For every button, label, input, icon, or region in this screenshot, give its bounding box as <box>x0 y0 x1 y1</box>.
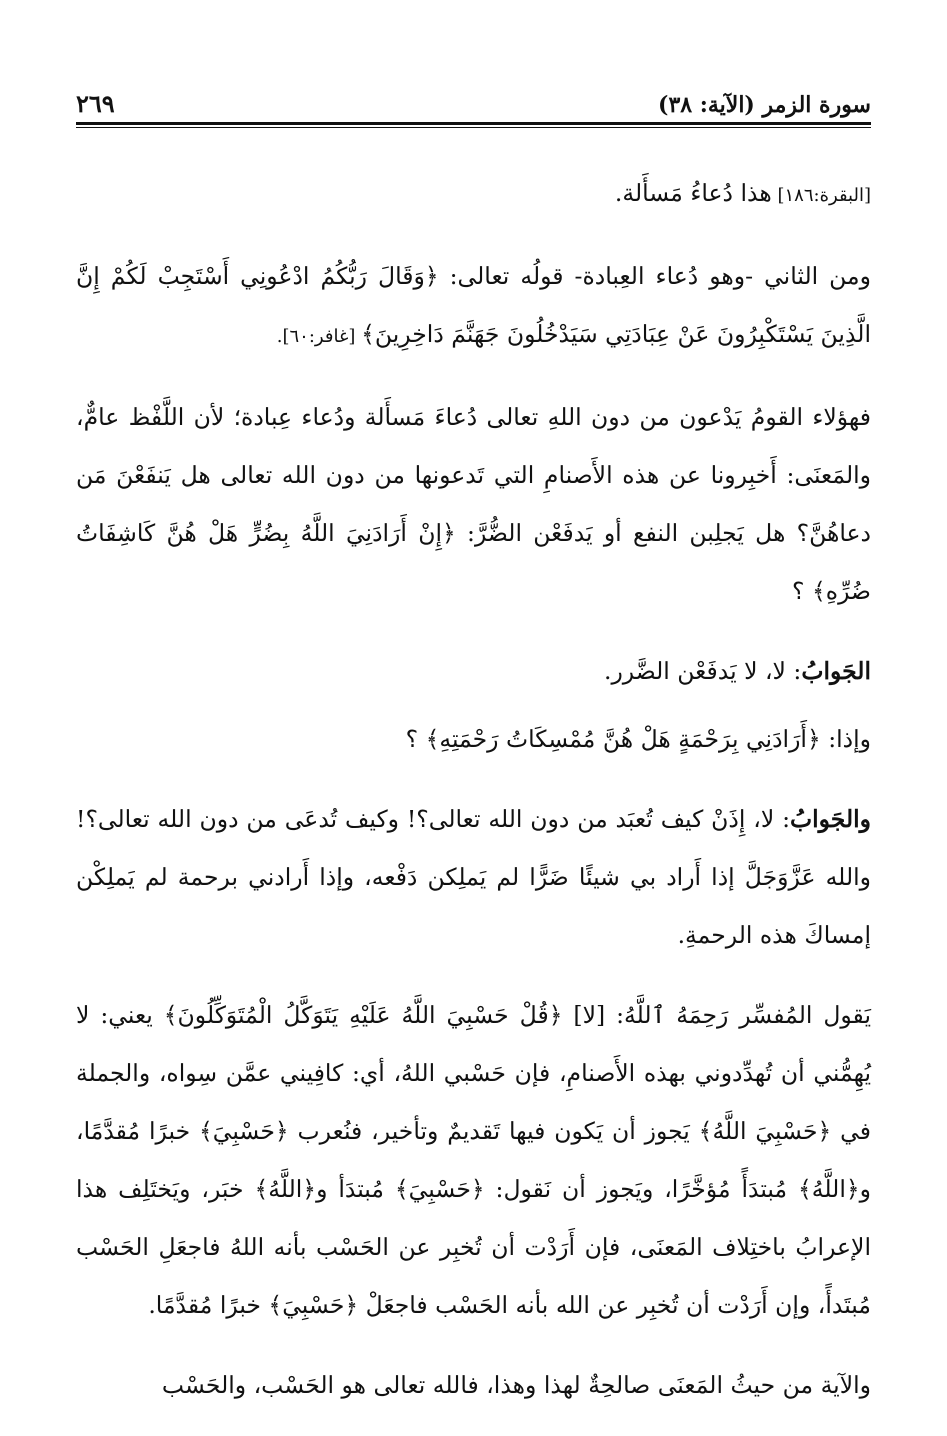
text-segment: مُبتدَأ و <box>316 1175 395 1203</box>
header-rule <box>76 122 871 128</box>
text-segment: هذا دُعاءُ مَسأَلة. <box>614 179 772 207</box>
book-page <box>76 80 871 1436</box>
paragraph-p8 <box>76 1356 871 1414</box>
text-segment: يعني: لا يُهِمُّني أن تُهدِّدوني بهذه الأَصنامِ، فإن حَسْبي اللهُ، أي: كافِيني عمَّن سِواه، والجملة في <box>76 1001 871 1145</box>
text-segment: يَقول المُفسِّر رَحِمَهُ ٱللَّهُ: [لا] <box>562 1001 871 1029</box>
bold-term: والجَوابُ <box>790 805 871 833</box>
paragraph-p4 <box>76 642 871 700</box>
text-segment: خبرًا مُقدَّمًا، و <box>76 1117 871 1203</box>
paragraph-p7 <box>76 986 871 1334</box>
quran-quote: ﴿حَسْبِيَ اللَّهُ﴾ <box>698 1117 832 1145</box>
surah-title: سورة الزمر (الآية: ٣٨) <box>658 92 871 118</box>
page-body <box>76 164 871 1414</box>
text-segment: : لا، إِذَنْ كيف تُعبَد من دون الله تعالى؟! وكيف تُدعَى من دون الله تعالى؟! والله عَزَّوَجَلَّ إذا أَراد بي شيئًا ضَرًّا لم يَملِكن دَفْعه، وإذا أَرادني برحمة لم يَملِكْن إمساكَ هذه الرحمةِ. <box>76 805 871 949</box>
running-header <box>76 80 871 118</box>
paragraph-p6 <box>76 790 871 964</box>
text-segment: وإذا: <box>820 725 871 753</box>
text-segment: خبَر، ويَختَلِف هذا الإعرابُ باختِلاف المَعنَى، فإن أَرَدْت أن تُخبِر عن الحَسْب بأنه اللهُ فاجعَلِ الحَسْب مُبتَدأً، وإن أَرَدْت أن تُخبِر عن الله بأنه الحَسْب فاجعَلْ <box>76 1175 871 1319</box>
quran-quote: ﴿قُلْ حَسْبِيَ اللَّهُ عَلَيْهِ يَتَوَكَّلُ الْمُتَوَكِّلُونَ﴾ <box>163 1001 563 1029</box>
verse-reference: [غافر:٦٠]. <box>276 326 362 347</box>
quran-quote: ﴿أَرَادَنِي بِرَحْمَةٍ هَلْ هُنَّ مُمْسِكَاتُ رَحْمَتِهِ﴾ <box>425 725 821 753</box>
paragraph-p5 <box>76 710 871 768</box>
quran-quote: ﴿حَسْبِيَ﴾ <box>198 1117 289 1145</box>
quran-quote: ﴿اللَّهُ﴾ <box>798 1175 860 1203</box>
quran-quote: ﴿اللَّهُ﴾ <box>254 1175 317 1203</box>
text-segment: ؟ <box>792 577 812 605</box>
quran-quote: ﴿حَسْبِيَ﴾ <box>268 1291 359 1319</box>
text-segment: ومن الثاني -وهو دُعاء العِبادة- قولُه تعالى: <box>438 262 871 290</box>
text-segment: والآية من حيثُ المَعنَى صالحِةٌ لهذا وهذا، فالله تعالى هو الحَسْب، والحَسْب <box>161 1371 871 1399</box>
paragraph-p1 <box>76 164 871 225</box>
paragraph-p3 <box>76 388 871 620</box>
text-segment: فهؤلاء القومُ يَدْعون من دون اللهِ تعالى دُعاءَ مَسأَلة ودُعاء عِبادة؛ لأن اللَّفْظ عامٌّ، والمَعنَى: أَخبِرونا عن هذه الأَصنامِ التي تَدعونها من دون الله تعالى هل يَنفَعْنَ مَن دعاهُنَّ؟ هل يَجلِبن النفع أو يَدفَعْن الضُّرَّ: <box>76 403 871 547</box>
quran-quote: ﴿إِنْ أَرَادَنِيَ اللَّهُ بِضُرٍّ هَلْ هُنَّ كَاشِفَاتُ ضُرِّهِ﴾ <box>76 519 871 605</box>
text-segment: خبرًا مُقدَّمًا. <box>148 1291 269 1319</box>
text-segment: يَجوز أن يَكون فيها تَقديمٌ وتأخير، فنُعرب <box>288 1117 699 1145</box>
page-number: ٢٦٩ <box>76 89 115 118</box>
verse-reference: [البقرة:١٨٦] <box>771 185 871 206</box>
quran-quote: ﴿وَقَالَ رَبُّكُمُ ادْعُونِي أَسْتَجِبْ لَكُمْ إِنَّ الَّذِينَ يَسْتَكْبِرُونَ عَنْ عِبَادَتِي سَيَدْخُلُونَ جَهَنَّمَ دَاخِرِينَ﴾ <box>76 262 871 348</box>
text-segment: : لا، لا يَدفَعْن الضَّرر. <box>603 657 802 685</box>
text-segment: مُبتدَأً مُؤخَّرًا، ويَجوز أن نَقول: <box>484 1175 799 1203</box>
paragraph-p2 <box>76 247 871 366</box>
text-segment: ؟ <box>405 725 426 753</box>
bold-term: الجَوابُ <box>801 657 871 685</box>
quran-quote: ﴿حَسْبِيَ﴾ <box>394 1175 485 1203</box>
